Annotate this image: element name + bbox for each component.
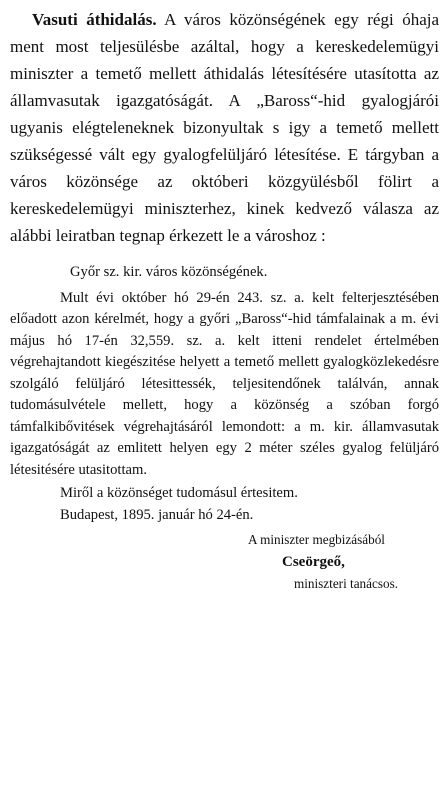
article-paragraph — [10, 6, 439, 249]
article-body: A város közönségének egy régi óhaja ment most teljesülésbe azáltal, hogy a kereskedelemügyi miniszter a temető mellett áthidalás létesítésére utasította az államvasutak igazgatóságát. A „Baross“-hid gyalogjárói ugyanis elégteleneknek bizonyultak s igy a temető mellett szükségessé vált egy gyalogfelüljáró létesítése. E tárgyban a város közönsége az októberi közgyülésből fölirt a kereskedelemügyi miniszterhez, kinek kedvező válasza az alábbi leiratban tegnap érkezett le a városhoz : — [10, 10, 440, 245]
signature-title: miniszteri tanácsos. — [294, 576, 399, 591]
letter-body: Mult évi október hó 29-én 243. sz. a. kelt felterjesztésében előadott azon kérelmét, hogy a győri „Baross“-hid támfalainak a m. évi május hó 17-én 32,559. sz. a. kelt itteni rendelet értelmében végrehajtandott kiegészitése helyett a temető mellett gyalogközlekedésre szolgáló felüljáró létesittessék, teljesitendőnek találván, annak tudomásulvétele mellett, hogy a közönség a szóban forgó támfalkibővitések végrehajtásáról lemondott: a m. kir. államvasutak igazgatóságát az emlitett helyen egy 2 méter széles gyalog felüljáró létesitésére utasitottam. — [10, 289, 439, 478]
signature-name: Cseörgeő, — [282, 554, 345, 570]
signature-on-behalf: A miniszter megbizásából — [248, 532, 385, 547]
quoted-letter — [10, 262, 439, 594]
letter-closing: Miről a közönséget tudomásul értesitem. — [60, 485, 298, 501]
letter-addressee: Győr sz. kir. város közönségének. — [70, 264, 268, 280]
article-headline: Vasuti áthidalás. — [32, 10, 157, 29]
letter-place-date: Budapest, 1895. január hó 24-én. — [60, 506, 254, 523]
signature-block — [10, 530, 439, 594]
